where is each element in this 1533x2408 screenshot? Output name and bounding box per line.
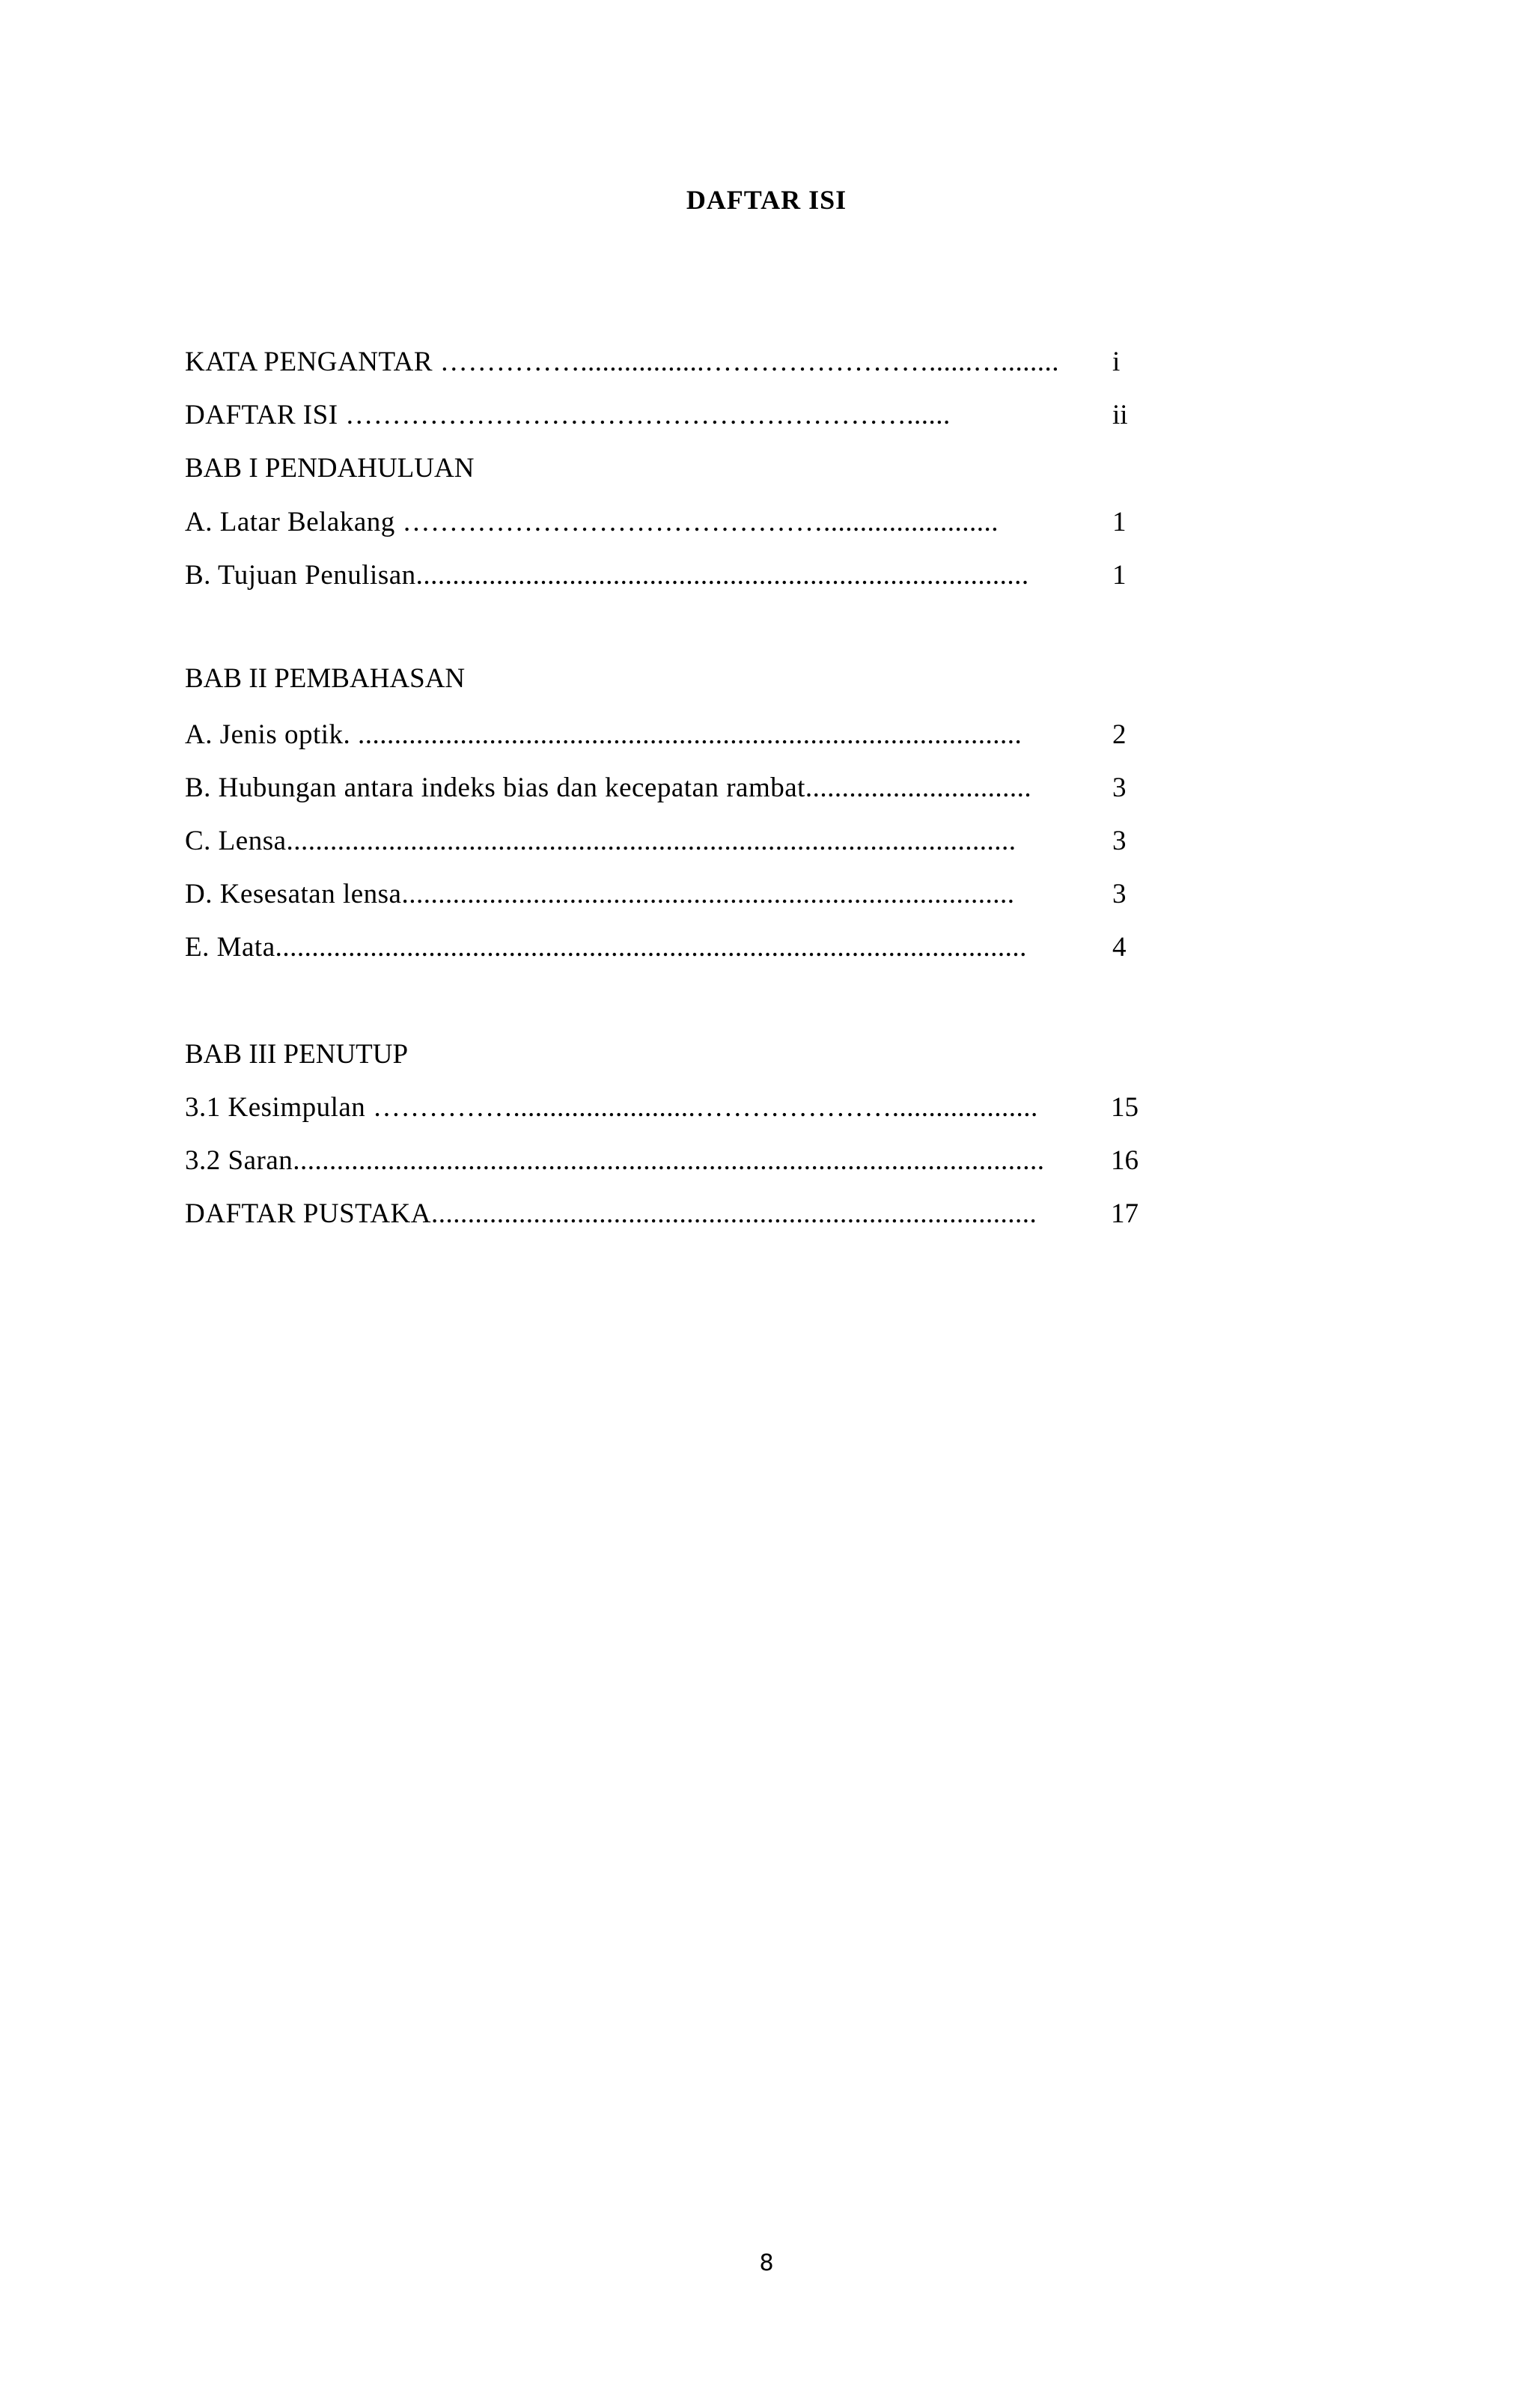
toc-entry-label: E. Mata.......................................................................................................	[185, 932, 1027, 963]
toc-entry-page: 16	[1111, 1145, 1139, 1176]
toc-entry-label: A. Latar Belakang ………………………………………........................	[185, 507, 999, 537]
toc-entry-page: 3	[1112, 772, 1127, 803]
toc-entry-label: KATA PENGANTAR …………….................……………………......…........	[185, 347, 1060, 377]
toc-entry-page: 17	[1111, 1198, 1139, 1229]
toc-entry-saran	[185, 1144, 1102, 1177]
toc-entry-lensa	[185, 825, 1102, 858]
toc-entry-label: 3.2 Saran.......................................................................................................	[185, 1145, 1045, 1176]
page-title: DAFTAR ISI	[686, 185, 847, 215]
toc-entry-kesesatan-lensa	[185, 878, 1102, 911]
toc-entry-page: 3	[1112, 879, 1127, 909]
toc-entry-daftar-pustaka	[185, 1198, 1102, 1231]
toc-chapter-heading: BAB I PENDAHULUAN	[185, 453, 475, 484]
toc-entry-daftar-isi	[185, 399, 1102, 432]
toc-entry-label: 3.1 Kesimpulan …………….........................…………………....................	[185, 1092, 1038, 1123]
toc-entry-page: 3	[1112, 826, 1127, 856]
toc-entry-tujuan-penulisan	[185, 559, 1102, 592]
toc-entry-label: B. Hubungan antara indeks bias dan kecepatan rambat...............................	[185, 772, 1032, 803]
toc-chapter-heading: BAB II PEMBAHASAN	[185, 663, 466, 694]
page-number: 8	[759, 2250, 774, 2276]
toc-entry-label: C. Lensa....................................................................................................	[185, 826, 1017, 856]
toc-entry-latar-belakang	[185, 506, 1102, 539]
toc-entry-kesimpulan	[185, 1091, 1102, 1124]
toc-entry-hubungan	[185, 772, 1102, 805]
toc-entry-kata-pengantar	[185, 346, 1102, 379]
toc-entry-label: D. Kesesatan lensa....................................................................................	[185, 879, 1015, 909]
toc-entry-label: DAFTAR ISI ……………………………………………………......	[185, 400, 951, 430]
toc-entry-page: 1	[1112, 560, 1127, 591]
toc-entry-jenis-optik	[185, 719, 1102, 752]
toc-entry-page: i	[1112, 347, 1121, 377]
toc-entry-label: A. Jenis optik. ...........................................................................................	[185, 719, 1022, 750]
toc-entry-mata	[185, 931, 1102, 964]
toc-entry-label: B. Tujuan Penulisan....................................................................................	[185, 560, 1029, 591]
toc-chapter-heading: BAB III PENUTUP	[185, 1039, 409, 1070]
toc-entry-page: 15	[1111, 1092, 1139, 1123]
toc-entry-label: DAFTAR PUSTAKA...................................................................................	[185, 1198, 1037, 1229]
toc-entry-page: ii	[1112, 400, 1128, 430]
toc-entry-page: 4	[1112, 932, 1127, 963]
toc-entry-page: 2	[1112, 719, 1127, 750]
toc-entry-page: 1	[1112, 507, 1127, 537]
